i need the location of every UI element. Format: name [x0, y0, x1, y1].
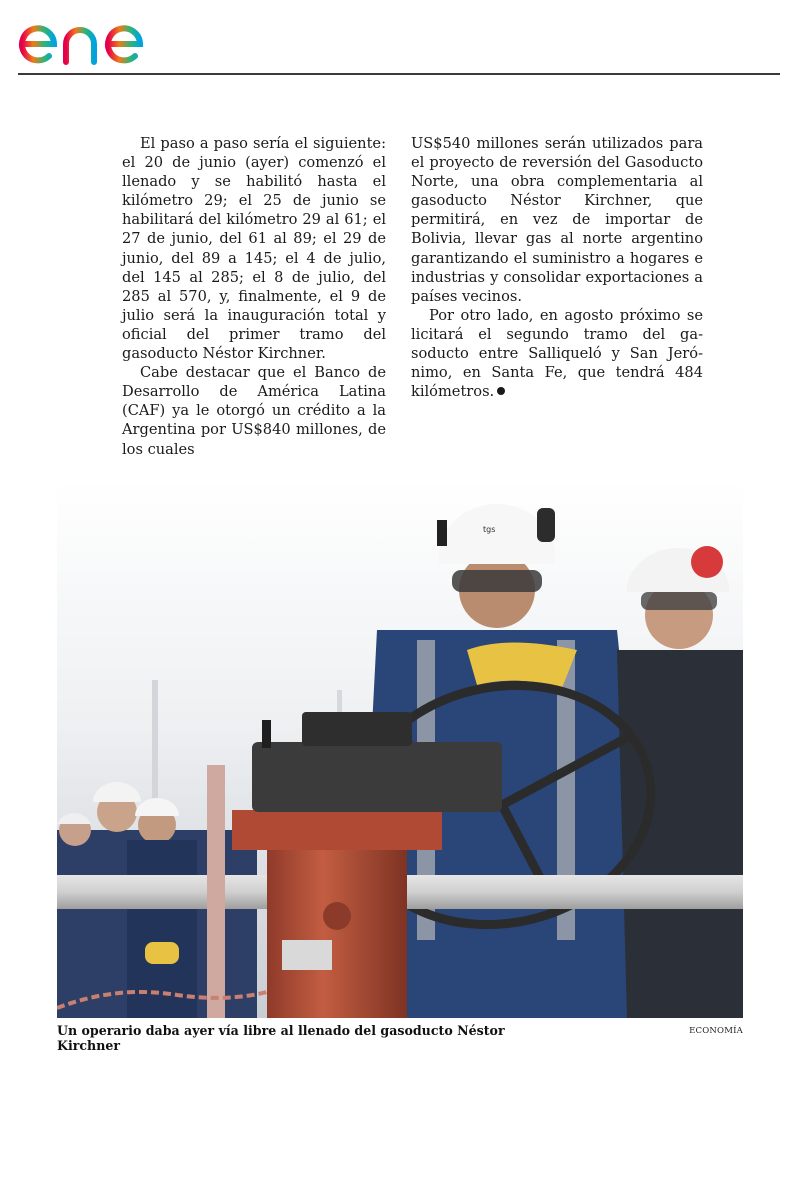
enel-logo[interactable]	[18, 4, 183, 68]
photo-illustration	[57, 480, 743, 1018]
photo-caption: Un operario daba ayer vía libre al llenado del gasoducto Néstor Kirchner	[57, 1023, 505, 1053]
article-column-right	[411, 134, 703, 401]
paragraph: US$540 millones serán utilizados para el proyecto de reversión del Gasoducto Norte, una obra complementaria al gasoducto Néstor Kirchner, que permitirá, en vez de importar de Bolivia, llevar gas al norte argentino garantizando el suministro a hogares e industrias y consolidar exportaciones a países vecinos.	[411, 135, 703, 305]
article-column-left	[122, 134, 386, 459]
helmet-label: tgs	[483, 525, 496, 534]
paragraph: Cabe destacar que el Banco de Desarrollo de América Latina (CAF) ya le otorgó un crédito a la Argentina por US$840 millones, de los cuales	[122, 364, 386, 458]
page-header	[0, 0, 800, 76]
section-credit: ECONOMÍA	[689, 1026, 743, 1036]
end-of-article-mark	[497, 387, 505, 395]
news-photo[interactable]	[57, 480, 743, 1018]
paragraph	[411, 306, 703, 401]
header-rule	[18, 73, 780, 75]
paragraph: El paso a paso sería el siguiente: el 20 de junio (ayer) comenzó el llenado y se habilitó hasta el kilómetro 29; el 25 de junio se habilitará del kilómetro 29 al 61; el 27 de junio, del 61 al 89; el 29 de junio, del 89 a 145; el 4 de julio, del 145 al 285; el 8 de julio, del 285 al 570, y, finalmente, el 9 de julio será la inauguración total y oficial del primer tramo del gasoducto Néstor Kirchner.	[122, 135, 386, 363]
paragraph-text: Por otro lado, en agosto próximo se licitará el segundo tramo del gasoducto entre Salliqueló y San Jerónimo, en Santa Fe, que tendrá 484 kilómetros.	[411, 306, 703, 401]
